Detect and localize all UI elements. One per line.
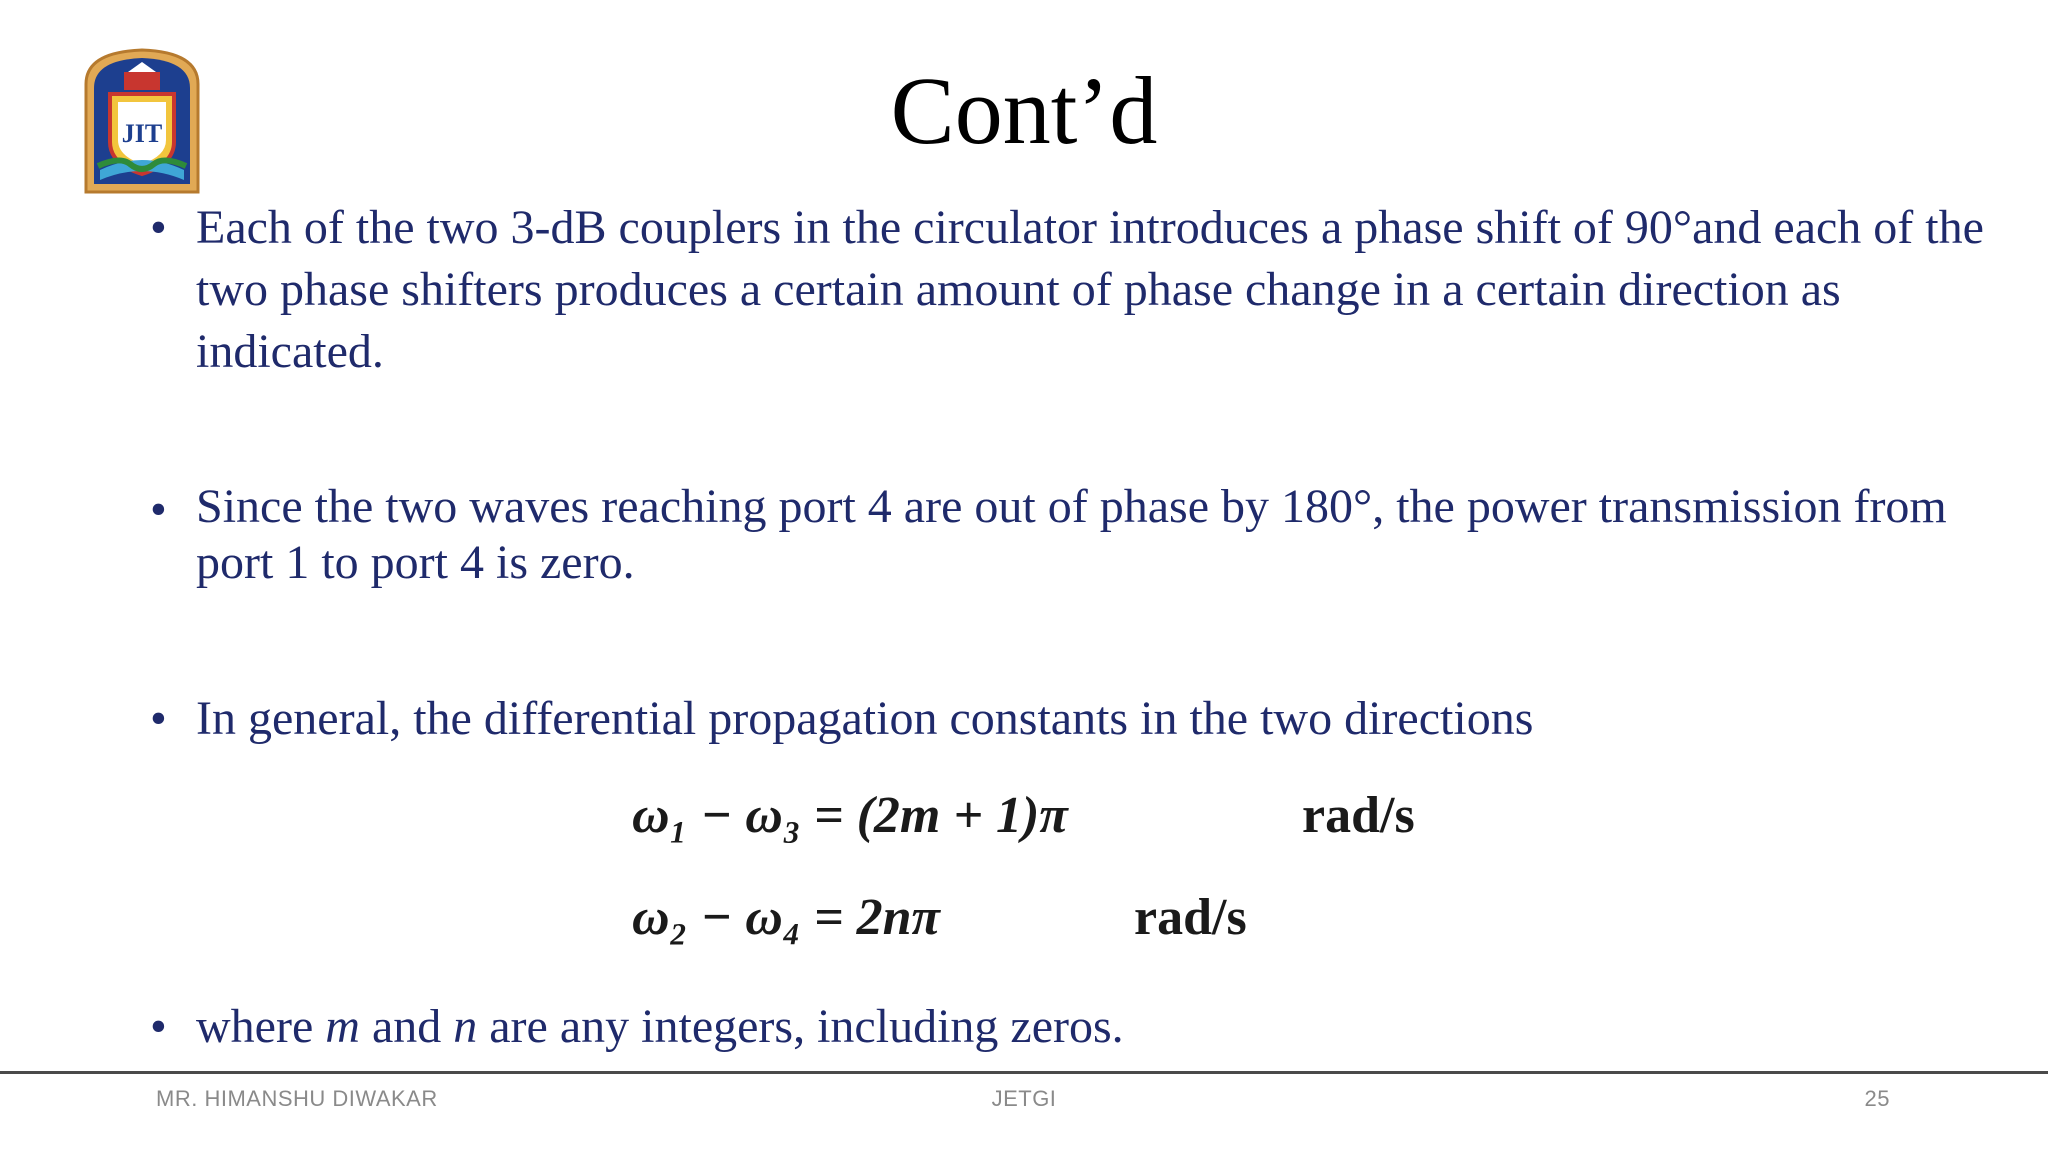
bullet-text-part: and — [359, 1000, 454, 1053]
bullet-text: In general, the differential propagation constants in the two directions — [196, 692, 1534, 745]
bullet-text: Since the two waves reaching port 4 are out of phase by 180°, the power transmission from port 1 to port 4 is zero. — [196, 480, 1947, 589]
equation-unit: rad/s — [1302, 787, 1415, 844]
equation-1 — [632, 786, 1415, 845]
bullet-dot: • — [150, 483, 167, 536]
bullet-dot: • — [150, 692, 167, 745]
bullet-text: Each of the two 3-dB couplers in the circulator introduces a phase shift of 90°and each of the two phase shifters produces a certain amount of phase change in a certain direction as indicated. — [196, 201, 1984, 378]
bullet-text-part: where — [196, 1000, 326, 1053]
equation-2 — [632, 888, 1247, 947]
slide-title: Cont’d — [890, 57, 1158, 164]
equation-expression: ω₁ − ω₃ = (2m + 1)π — [632, 787, 1068, 844]
page-number: 25 — [1864, 1086, 1890, 1111]
bullet-text-part: are any integers, including zeros. — [477, 1000, 1124, 1053]
logo-text: JIT — [121, 119, 163, 148]
footer-org: JETGI — [991, 1086, 1057, 1111]
variable-m: m — [325, 1000, 360, 1053]
footer-divider — [0, 1071, 2048, 1074]
bullet-dot: • — [150, 201, 167, 254]
footer-author: MR. HIMANSHU DIWAKAR — [156, 1086, 438, 1111]
bullet-text — [196, 996, 2036, 1058]
equation-unit: rad/s — [1134, 889, 1247, 946]
variable-n: n — [453, 1000, 478, 1053]
equation-expression: ω₂ − ω₄ = 2nπ — [632, 889, 940, 946]
bullet-dot: • — [150, 1000, 167, 1053]
